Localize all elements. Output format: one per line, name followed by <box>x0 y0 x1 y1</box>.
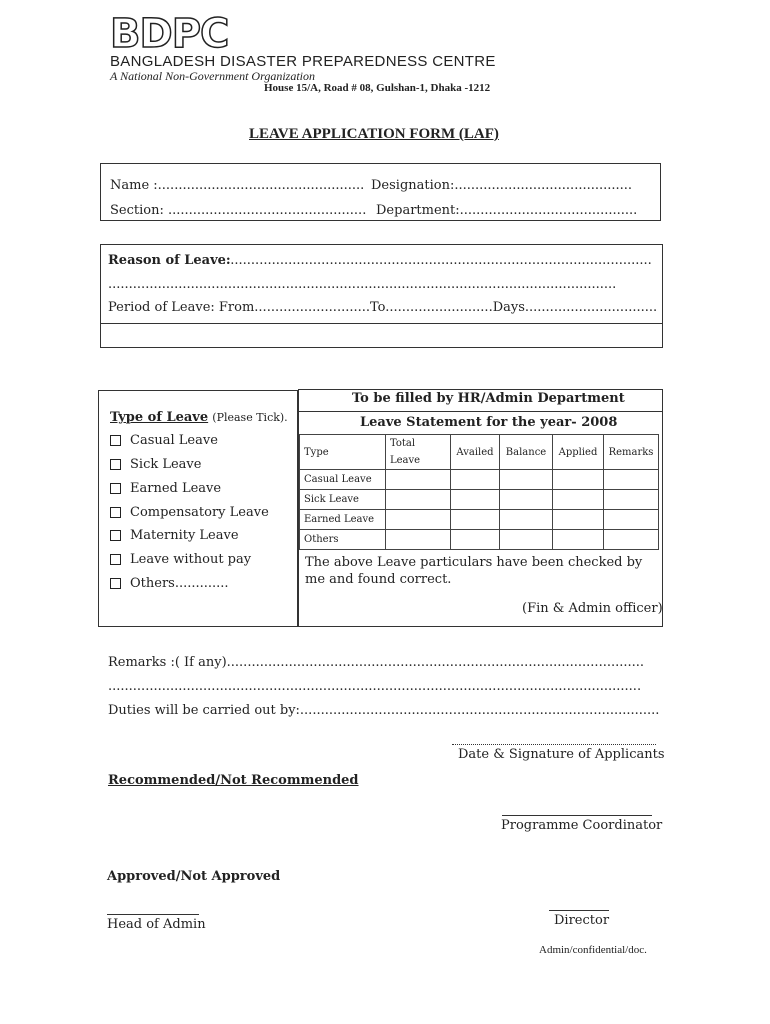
leave-type-hint: (Please Tick). <box>212 411 288 424</box>
leave-option-label: Others............. <box>130 576 229 591</box>
col-balance: Balance <box>500 435 553 470</box>
head-admin-label: Head of Admin <box>107 917 206 932</box>
row-type: Sick Leave <box>300 490 386 510</box>
coordinator-label: Programme Coordinator <box>501 818 663 833</box>
col-applied: Applied <box>553 435 604 470</box>
leave-option-maternity[interactable] <box>110 528 239 543</box>
director-signature-line <box>549 910 609 911</box>
org-type: A National Non-Government Organization <box>110 69 315 83</box>
cell[interactable] <box>604 470 659 490</box>
leave-type-title <box>110 410 288 425</box>
table-row <box>300 530 659 550</box>
col-type: Type <box>300 435 386 470</box>
leave-option-label: Sick Leave <box>130 457 202 472</box>
remarks-field-2[interactable]: ................................................................................................................................. <box>108 679 642 694</box>
checkbox-icon[interactable] <box>110 507 121 518</box>
form-title: LEAVE APPLICATION FORM (LAF) <box>249 126 499 142</box>
cell[interactable] <box>451 490 500 510</box>
checkbox-icon[interactable] <box>110 554 121 565</box>
row-type: Casual Leave <box>300 470 386 490</box>
leave-option-sick[interactable] <box>110 457 201 472</box>
cell[interactable] <box>386 470 451 490</box>
leave-option-label: Earned Leave <box>130 481 222 496</box>
leave-option-label: Maternity Leave <box>130 528 239 543</box>
leave-option-others[interactable] <box>110 576 229 591</box>
checkbox-icon[interactable] <box>110 578 121 589</box>
leave-type-heading: Type of Leave <box>110 410 209 425</box>
row-type: Earned Leave <box>300 510 386 530</box>
cell[interactable] <box>604 530 659 550</box>
cell[interactable] <box>386 530 451 550</box>
cell[interactable] <box>604 490 659 510</box>
cell[interactable] <box>386 490 451 510</box>
cell[interactable] <box>500 510 553 530</box>
col-remarks: Remarks <box>604 435 659 470</box>
cell[interactable] <box>553 510 604 530</box>
recommended-status: Recommended/Not Recommended <box>108 773 359 788</box>
department-field[interactable]: Department:........................................... <box>376 203 638 218</box>
reason-inner-divider <box>100 323 663 324</box>
designation-field[interactable]: Designation:........................................... <box>371 178 633 193</box>
remarks-field[interactable]: Remarks :( If any)..................................................................................................... <box>108 655 645 670</box>
reason-label: Reason of Leave: <box>108 253 231 268</box>
hr-title-divider <box>298 411 663 412</box>
col-total-leave: Total Leave <box>386 435 451 470</box>
cell[interactable] <box>451 470 500 490</box>
checkbox-icon[interactable] <box>110 435 121 446</box>
cell[interactable] <box>451 530 500 550</box>
org-logo: BDPC <box>110 11 229 57</box>
section-field[interactable]: Section: ................................................ <box>110 203 367 218</box>
checkbox-icon[interactable] <box>110 459 121 470</box>
director-label: Director <box>554 913 610 928</box>
leave-option-label: Leave without pay <box>130 552 252 567</box>
leave-option-label: Compensatory Leave <box>130 505 269 520</box>
cell[interactable] <box>553 470 604 490</box>
reason-field-1[interactable]: ........................................................................................................ <box>222 253 652 268</box>
table-header-row <box>300 435 659 470</box>
cell[interactable] <box>500 530 553 550</box>
hr-check-text: The above Leave particulars have been checked by me and found correct. <box>305 555 643 587</box>
checkbox-icon[interactable] <box>110 483 121 494</box>
hr-title: To be filled by HR/Admin Department <box>352 391 625 406</box>
fin-admin-officer: (Fin & Admin officer) <box>522 601 663 616</box>
table-row <box>300 510 659 530</box>
cell[interactable] <box>500 470 553 490</box>
leave-option-without-pay[interactable] <box>110 552 251 567</box>
applicant-signature-label: Date & Signature of Applicants <box>458 747 665 762</box>
leave-option-compensatory[interactable] <box>110 505 269 520</box>
cell[interactable] <box>500 490 553 510</box>
approved-status: Approved/Not Approved <box>107 869 281 884</box>
head-admin-signature-line <box>107 914 199 915</box>
org-name: BANGLADESH DISASTER PREPAREDNESS CENTRE <box>110 53 496 70</box>
applicant-signature-line <box>452 744 656 745</box>
cell[interactable] <box>386 510 451 530</box>
leave-option-earned[interactable] <box>110 481 221 496</box>
leave-statement-table <box>299 434 659 550</box>
duties-field[interactable]: Duties will be carried out by:....................................................................................... <box>108 703 660 718</box>
org-address: House 15/A, Road # 08, Gulshan-1, Dhaka -1212 <box>264 82 491 94</box>
row-type: Others <box>300 530 386 550</box>
period-field[interactable]: Period of Leave: From............................To..........................Days................................ <box>108 300 658 315</box>
col-availed: Availed <box>451 435 500 470</box>
table-row <box>300 490 659 510</box>
cell[interactable] <box>553 490 604 510</box>
cell[interactable] <box>553 530 604 550</box>
leave-statement-title: Leave Statement for the year- 2008 <box>360 415 618 430</box>
table-row <box>300 470 659 490</box>
leave-option-label: Casual Leave <box>130 433 218 448</box>
leave-option-casual[interactable] <box>110 433 218 448</box>
checkbox-icon[interactable] <box>110 530 121 541</box>
coordinator-signature-line <box>502 815 652 816</box>
cell[interactable] <box>451 510 500 530</box>
name-field[interactable]: Name :.................................................. <box>110 178 365 193</box>
cell[interactable] <box>604 510 659 530</box>
reason-field-2[interactable]: ........................................................................................................................... <box>108 277 617 292</box>
footer-reference: Admin/confidential/doc. <box>539 944 647 956</box>
